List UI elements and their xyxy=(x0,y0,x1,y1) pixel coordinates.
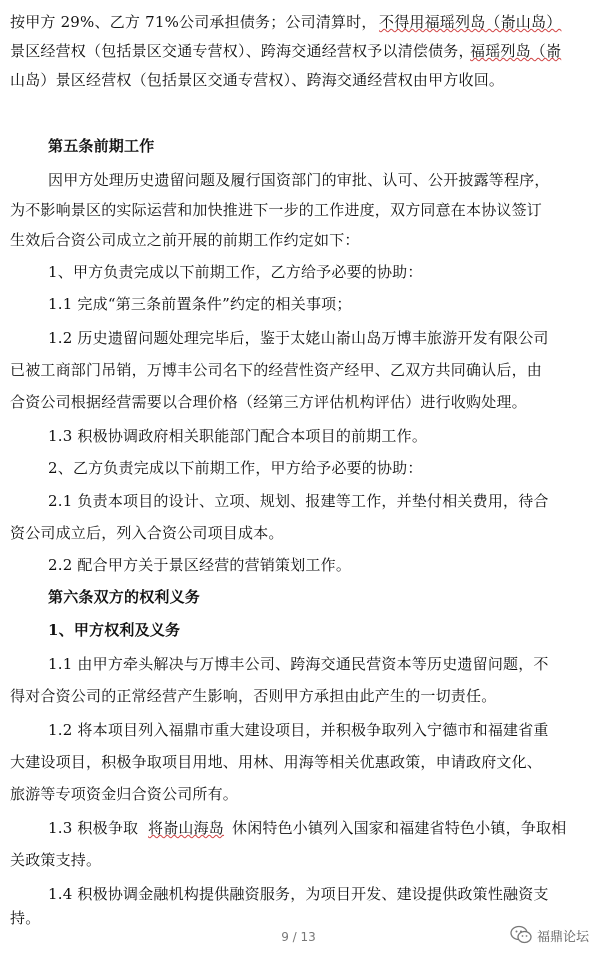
text-segment: 1、甲方负责完成以下前期工作，乙方给予必要的协助： xyxy=(48,263,423,281)
text-segment: 旅游等专项资金归合资公司所有。 xyxy=(10,785,239,803)
text-segment: 1.3 积极协调政府相关职能部门配合本项目的前期工作。 xyxy=(48,427,428,445)
watermark-text: 福鼎论坛 xyxy=(536,929,589,945)
text-segment: 1.1 由甲方牵头解决与万博丰公司、跨海交通民营资本等历史遗留问题，不 xyxy=(48,655,549,673)
text-segment: 2、乙方负责完成以下前期工作，甲方给予必要的协助： xyxy=(48,459,423,477)
wechat-icon xyxy=(510,925,532,945)
heading-text: 1、甲方权利及义务 xyxy=(48,621,181,639)
text-segment: 资公司成立后，列入合资公司项目成本。 xyxy=(10,524,284,542)
heading-text: 第五条前期工作 xyxy=(48,137,155,155)
text-segment-marked: 不得用福瑶列岛（嵛山岛） xyxy=(379,13,562,31)
text-segment: 大建设项目，积极争取项目用地、用林、用海等相关优惠政策，申请政府文化、 xyxy=(10,753,543,771)
text-segment: 为不影响景区的实际运营和加快推进下一步的工作进度，双方同意在本协议签订 xyxy=(10,201,543,219)
text-segment: 生效后合资公司成立之前开展的前期工作约定如下： xyxy=(10,231,360,249)
text-segment: 1.2 将本项目列入福鼎市重大建设项目，并积极争取列入宁德市和福建省重 xyxy=(48,721,549,739)
page-number: 9 / 13 xyxy=(281,930,316,944)
text-segment: 1.3 积极争取 xyxy=(48,819,139,837)
text-segment: 关政策支持。 xyxy=(10,851,102,869)
text-segment: 得对合资公司的正常经营产生影响，否则甲方承担由此产生的一切责任。 xyxy=(10,687,497,705)
heading-text: 第六条双方的权利义务 xyxy=(48,588,201,606)
text-segment: 已被工商部门吊销，万博丰公司名下的经营性资产经甲、乙双方共同确认后，由 xyxy=(10,361,543,379)
text-segment: 因甲方处理历史遗留问题及履行国资部门的审批、认可、公开披露等程序， xyxy=(48,171,550,189)
text-segment: 1.4 积极协调金融机构提供融资服务，为项目开发、建设提供政策性融资支 xyxy=(48,885,549,903)
watermark xyxy=(510,922,589,948)
text-segment: 2.2 配合甲方关于景区经营的营销策划工作。 xyxy=(48,556,352,574)
text-segment-marked: 福瑶列岛（嵛 xyxy=(470,42,562,60)
text-segment: 山岛）景区经营权（包括景区交通专营权）、跨海交通经营权由甲方收回。 xyxy=(10,71,505,89)
text-segment: 按甲方 29%、乙方 71%公司承担债务；公司清算时， xyxy=(10,13,377,31)
text-segment: 持。 xyxy=(10,909,41,927)
text-segment: 景区经营权（包括景区交通专营权）、跨海交通经营权予以清偿债务， xyxy=(10,42,474,60)
text-segment: 合资公司根据经营需要以合理价格（经第三方评估机构评估）进行收购处理。 xyxy=(10,393,527,411)
text-segment: 1.2 历史遗留问题处理完毕后，鉴于太姥山嵛山岛万博丰旅游开发有限公司 xyxy=(48,329,549,347)
text-segment-marked: 将嵛山海岛 xyxy=(148,819,225,837)
text-segment: 1.1 完成“第三条前置条件”约定的相关事项； xyxy=(48,295,352,313)
text-segment: 休闲特色小镇列入国家和福建省特色小镇，争取相 xyxy=(232,819,567,837)
text-segment: 2.1 负责本项目的设计、立项、规划、报建等工作，并垫付相关费用，待合 xyxy=(48,492,549,510)
